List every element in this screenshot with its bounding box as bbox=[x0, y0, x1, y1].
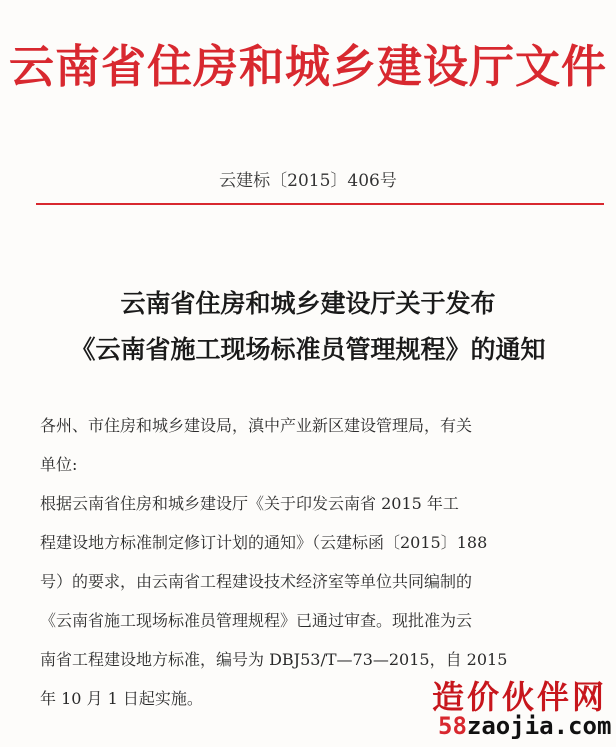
body-line-paragraph-2: 程建设地方标准制定修订计划的通知》（云建标函〔2015〕188 bbox=[40, 533, 488, 552]
watermark-brand: 造价伙伴网 bbox=[432, 678, 608, 716]
body-line-paragraph-4: 《云南省施工现场标准员管理规程》已通过审查。现批准为云 bbox=[40, 611, 473, 630]
watermark-url bbox=[438, 712, 611, 740]
body-line-paragraph-5: 南省工程建设地方标准，编号为 DBJ53/T—73—2015，自 2015 bbox=[40, 650, 508, 669]
document-header-title: 云南省住房和城乡建设厅文件 bbox=[8, 40, 607, 93]
notice-title-line-2: 《云南省施工现场标准员管理规程》的通知 bbox=[70, 335, 546, 364]
watermark-url-domain: zaojia.com bbox=[466, 712, 612, 740]
body-line-paragraph-1: 根据云南省住房和城乡建设厅《关于印发云南省 2015 年工 bbox=[40, 494, 459, 513]
watermark-url-number: 58 bbox=[438, 712, 467, 740]
body-line-paragraph-3: 号）的要求，由云南省工程建设技术经济室等单位共同编制的 bbox=[40, 572, 473, 591]
body-line-paragraph-6: 年 10 月 1 日起实施。 bbox=[40, 689, 203, 708]
body-line-addressees: 各州、市住房和城乡建设局，滇中产业新区建设管理局，有关 bbox=[40, 416, 473, 435]
body-line-addressees-cont: 单位: bbox=[40, 455, 78, 474]
document-number: 云建标〔2015〕406号 bbox=[219, 171, 397, 191]
header-red-divider bbox=[36, 203, 604, 205]
notice-title-line-1: 云南省住房和城乡建设厅关于发布 bbox=[120, 289, 496, 318]
